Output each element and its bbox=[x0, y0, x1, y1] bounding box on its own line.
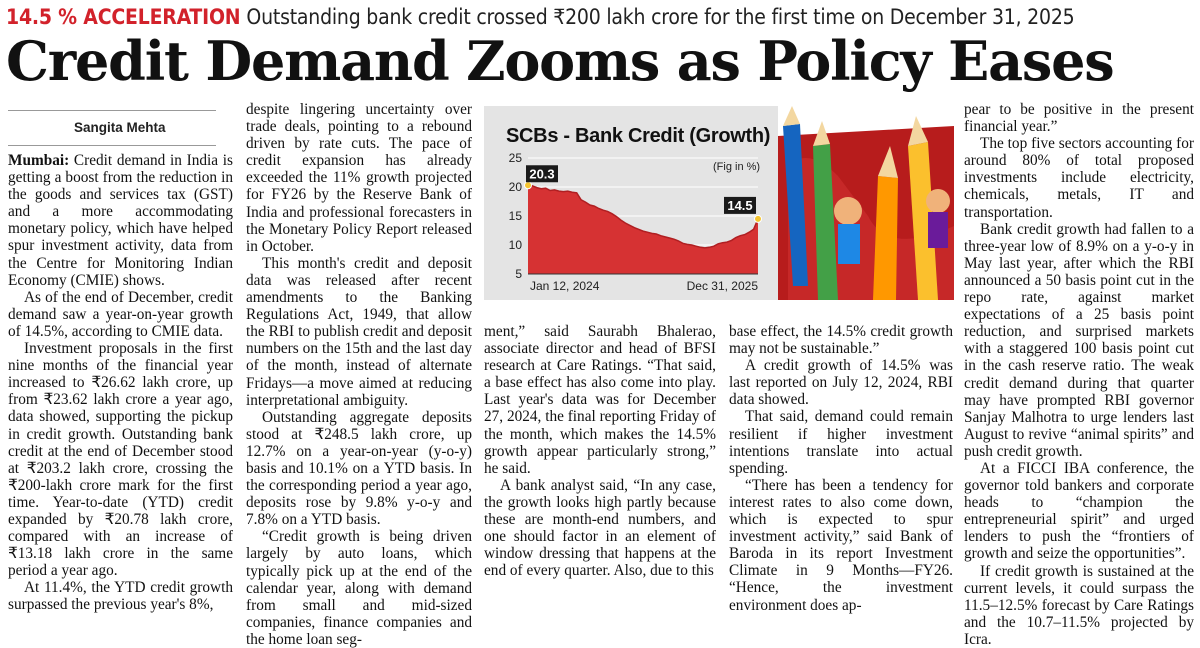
y-tick-label: 10 bbox=[508, 238, 522, 252]
y-tick-label: 15 bbox=[508, 209, 522, 223]
paragraph: Investment proposals in the first nine months of the financial year increased to ₹26.62 lakh crore, up from ₹23.62 lakh crore a year ago, data showed, supporting the pickup in credit growth. Outstanding bank credit at the end of December stood at ₹203.2 lakh crore, crossing the ₹200-lakh crore mark for the first time. Year-to-date (YTD) credit expanded by ₹20.78 lakh crore, compared with an increase of ₹13.18 lakh crore in the same period a year ago. bbox=[8, 340, 233, 580]
paragraph: A bank analyst said, “In any case, the growth looks high partly because these are month-end numbers, and one should factor in an element of window dressing that happens at the end of every quarter. Also, due to this bbox=[484, 476, 716, 580]
paragraph: If credit growth is sustained at the current levels, it could surpass the 11.5–12.5% forecast by Care Ratings and the 10.7–11.5% projected by Icra. bbox=[964, 562, 1194, 648]
paragraph: At 11.4%, the YTD credit growth surpassed the previous year's 8%, bbox=[8, 579, 233, 614]
byline-rule-bottom bbox=[8, 145, 216, 146]
paragraph: ment,” said Saurabh Bhalerao, associate director and head of BFSI research at Care Ratings. “That said, a base effect has also come into play. Last year's data was for December 27, 2024, the final reporting Friday of the month, which makes the 14.5% growth appear particularly strong,” he said. bbox=[484, 323, 716, 477]
paragraph: “Credit growth is being driven largely by auto loans, which typically pick up at the end of the calendar year, along with demand from small and mid-sized companies, finance companies and the home loan seg- bbox=[246, 528, 472, 648]
paragraph: despite lingering uncertainty over trade deals, pointing to a rebound driven by rate cuts. The pace of credit expansion has already exceeded the 11% growth projected for FY26 by the Reserve Bank of India and professional forecasters in the Monetary Policy Report released in October. bbox=[246, 101, 472, 255]
credit-growth-chart bbox=[484, 106, 778, 300]
article-column-5 bbox=[964, 101, 1194, 648]
paragraph: This month's credit and deposit data was released after recent amendments to the Banking Regulations Act, 1949, that allow the RBI to publish credit and deposit numbers on the 15th and the last day of the month, instead of alternate Fridays—a move aimed at reducing interpretational ambiguity. bbox=[246, 254, 472, 409]
end-point bbox=[755, 215, 762, 222]
dateline: Mumbai: bbox=[8, 152, 70, 169]
headline: Credit Demand Zooms as Policy Eases bbox=[6, 29, 1114, 93]
y-tick-label: 5 bbox=[515, 267, 522, 281]
x-start-label: Jan 12, 2024 bbox=[530, 279, 600, 293]
article-column-4 bbox=[729, 323, 953, 614]
paragraph: Bank credit growth had fallen to a three-year low of 8.9% on a y-o-y in May last year, after which the RBI announced a 50 basis point cut in the repo rate, against market expectations of a 25 basis point reduction, and surprised markets with a staggered 100 basis point cut in the cash reserve ratio. The weak credit demand during that quarter may have prompted RBI governor Sanjay Malhotra to urge lenders last August to revive “animal spirits” and push credit growth. bbox=[964, 220, 1194, 460]
byline: Sangita Mehta bbox=[74, 120, 166, 135]
paragraph-text: Credit demand in India is getting a boost from the reduction in the goods and services tax (GST) and a more accommodating monetary policy, which have helped spur investment activity, data from the Centre for Monitoring Indian Economy (CMIE) shows. bbox=[8, 152, 233, 289]
kicker-line bbox=[6, 3, 1196, 31]
article-column-2 bbox=[246, 101, 472, 648]
chart-title: SCBs - Bank Credit (Growth) bbox=[506, 125, 771, 147]
paragraph: The top five sectors accounting for around 80% of total proposed investments include electricity, chemicals, metals, IT and transportation. bbox=[964, 135, 1194, 221]
kicker-text: Outstanding bank credit crossed ₹200 lakh crore for the first time on December 31, 2025 bbox=[246, 5, 1075, 29]
article-column-3 bbox=[484, 323, 716, 580]
paragraph bbox=[8, 152, 233, 289]
paragraph: At a FICCI IBA conference, the governor told bankers and corporate heads to “champion the entrepreneurial spirit” and urged lenders to push the “frontiers of growth and seize the opportunities”. bbox=[964, 459, 1194, 563]
paragraph: base effect, the 14.5% credit growth may not be sustainable.” bbox=[729, 323, 953, 358]
end-data-label: 14.5 bbox=[727, 197, 753, 213]
article-column-1 bbox=[8, 152, 233, 614]
x-end-label: Dec 31, 2025 bbox=[686, 279, 758, 293]
kicker-tag: 14.5 % ACCELERATION bbox=[6, 5, 241, 29]
paragraph: pear to be positive in the present financial year.” bbox=[964, 101, 1194, 136]
paragraph: That said, demand could remain resilient if higher investment intentions translate into actual spending. bbox=[729, 408, 953, 477]
start-data-label: 20.3 bbox=[529, 166, 555, 182]
paragraph: As of the end of December, credit demand saw a year-on-year growth of 14.5%, according to CMIE data. bbox=[8, 288, 233, 340]
series-area bbox=[528, 185, 758, 274]
chart-unit-note: (Fig in %) bbox=[713, 161, 761, 173]
start-point bbox=[525, 182, 532, 189]
y-tick-label: 25 bbox=[508, 151, 522, 165]
paragraph: Outstanding aggregate deposits stood at ₹248.5 lakh crore, up 12.7% on a year-on-year (y-o-y) basis and 10.1% on a YTD basis. In the corresponding period a year ago, deposits rose by 9.8% y-o-y and 7.8% on a YTD basis. bbox=[246, 408, 472, 529]
paragraph: “There has been a tendency for interest rates to also come down, which is expected to spur investment activity,” said Bank of Baroda in its report Investment Climate in 9 Months—FY26. “Hence, the investment environment does ap- bbox=[729, 476, 953, 614]
byline-rule-top bbox=[8, 110, 216, 111]
paragraph: A credit growth of 14.5% was last reported on July 12, 2024, RBI data showed. bbox=[729, 357, 953, 409]
pencils-illustration bbox=[778, 106, 954, 300]
y-tick-label: 20 bbox=[508, 180, 522, 194]
